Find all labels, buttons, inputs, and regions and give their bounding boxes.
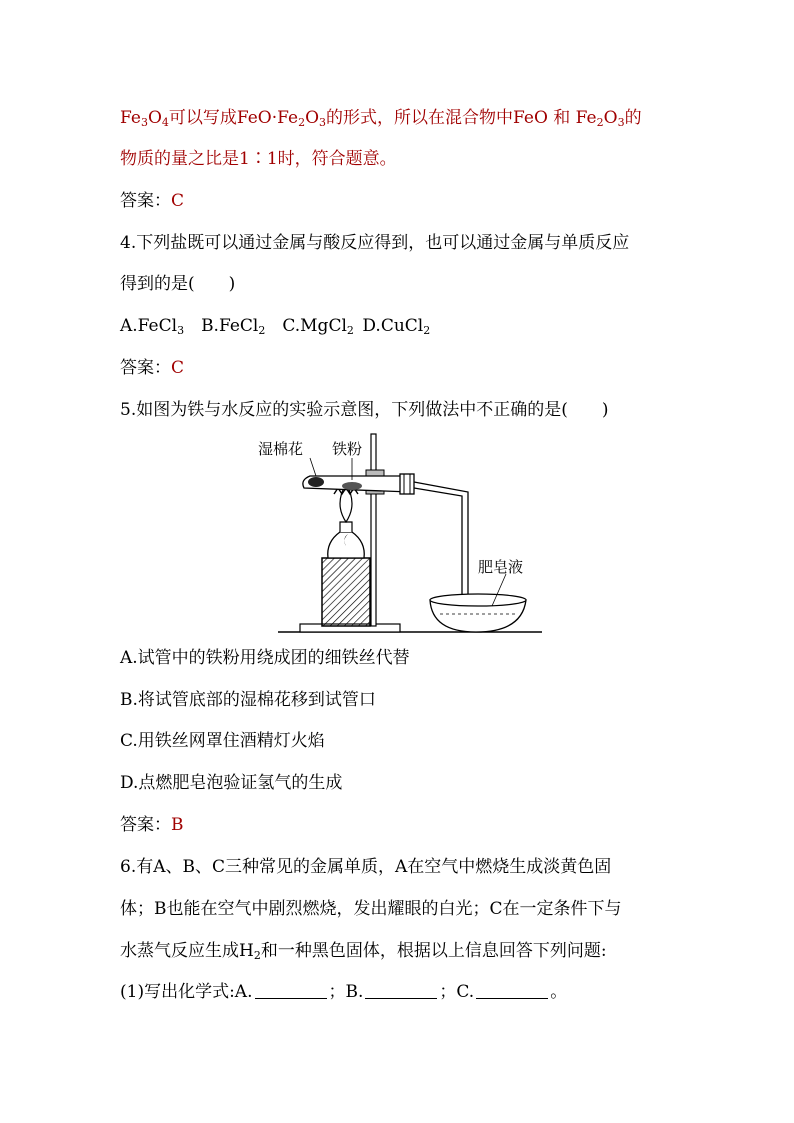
q4-option-d: D.CuCl$_2$ <box>362 316 431 337</box>
label-soap-solution: 肥皂液 <box>478 558 524 576</box>
answer-q3: 答案：C <box>120 191 185 211</box>
q6-stem-line-3: 水蒸气反应生成$H_2$和一种黑色固体，根据以上信息回答下列问题: <box>120 941 607 962</box>
apparatus-diagram <box>258 424 550 636</box>
stopper <box>400 474 414 494</box>
stand-rod <box>371 434 376 626</box>
q4-option-a: A.FeCl$_3$ <box>120 316 185 337</box>
q4-option-c: C.MgCl$_2$ <box>282 316 354 337</box>
q5-stem: 5.如图为铁与水反应的实验示意图，下列做法中不正确的是( ) <box>120 400 609 420</box>
explanation-line-1: $Fe_3O_4$可以写成$FeO\cdot Fe_2O_3$的形式，所以在混合物中FeO 和 $Fe_2O_3$的 <box>120 108 642 129</box>
q6-stem-line-1: 6.有A、B、C三种常见的金属单质，A在空气中燃烧生成淡黄色固 <box>120 857 612 877</box>
q6-stem-line-2: 体；B也能在空气中剧烈燃烧，发出耀眼的白光；C在一定条件下与 <box>120 899 622 919</box>
q6-part-1: (1)写出化学式:A. ；B. ；C. 。 <box>120 982 568 1002</box>
blank-c[interactable] <box>476 982 548 999</box>
q5-option-c: C.用铁丝网罩住酒精灯火焰 <box>120 731 325 751</box>
q4-options <box>120 314 430 338</box>
answer-q4: 答案：C <box>120 358 185 378</box>
lamp-stand-box <box>322 558 370 626</box>
q5-option-b: B.将试管底部的湿棉花移到试管口 <box>120 690 376 710</box>
iron-powder <box>342 482 362 490</box>
label-wet-cotton: 湿棉花 <box>258 440 304 458</box>
q4-option-b: B.FeCl$_2$ <box>201 316 266 337</box>
iron-water-apparatus-figure <box>258 424 550 636</box>
q5-option-d: D.点燃肥皂泡验证氢气的生成 <box>120 773 343 793</box>
q4-stem-line-1: 4.下列盐既可以通过金属与酸反应得到，也可以通过金属与单质反应 <box>120 233 630 253</box>
explanation-line-2: 物质的量之比是1∶1时，符合题意。 <box>120 149 397 169</box>
q5-option-a: A.试管中的铁粉用绕成团的细铁丝代替 <box>120 648 410 668</box>
blank-a[interactable] <box>255 982 327 999</box>
q4-stem-line-2: 得到的是( ) <box>120 274 236 294</box>
label-iron-powder: 铁粉 <box>332 440 363 458</box>
blank-b[interactable] <box>365 982 437 999</box>
answer-q5: 答案：B <box>120 815 184 835</box>
wet-cotton <box>308 477 324 487</box>
